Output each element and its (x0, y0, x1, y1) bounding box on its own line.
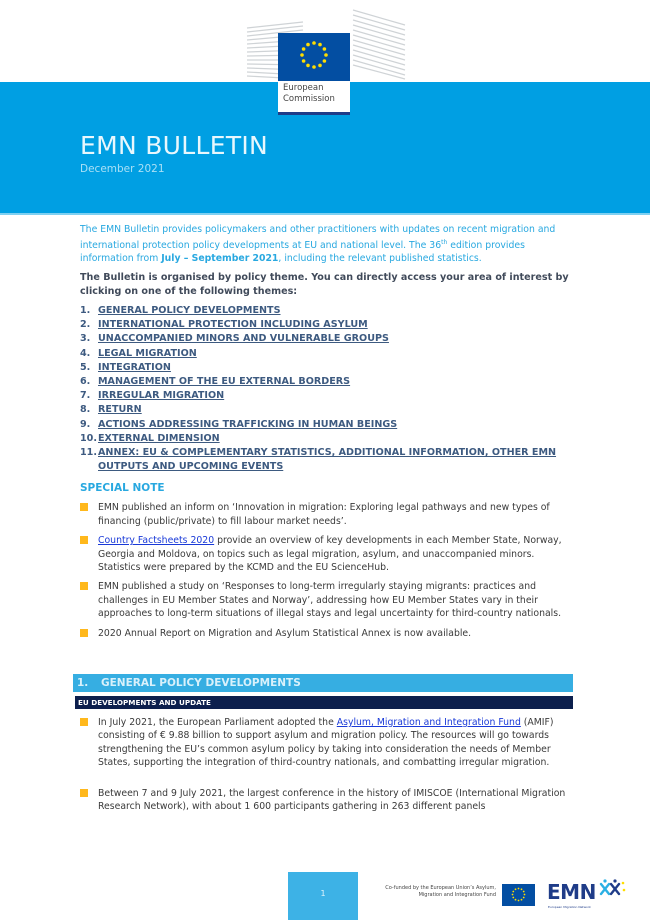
toc-link[interactable]: RETURN (98, 404, 142, 416)
toc-item-6[interactable] (80, 375, 572, 389)
section-bullet-list (80, 716, 572, 830)
emn-people-icon (599, 878, 627, 898)
toc-item-10[interactable] (80, 432, 572, 446)
eu-flag-small-icon (502, 884, 535, 906)
bullet-square-icon (80, 503, 88, 511)
intro-superscript: th (441, 239, 448, 246)
list-item (80, 534, 572, 574)
section-heading-bar (73, 674, 573, 692)
toc-link[interactable]: LEGAL MIGRATION (98, 347, 197, 359)
toc-number: 8. (80, 404, 91, 416)
toc-number: 11. (80, 446, 97, 458)
toc-item-7[interactable] (80, 389, 572, 403)
toc-item-1[interactable] (80, 304, 572, 318)
bullet-square-icon (80, 536, 88, 544)
list-item (80, 580, 572, 620)
toc-number: 9. (80, 418, 91, 430)
list-item-text: 2020 Annual Report on Migration and Asylum Statistical Annex is now available. (98, 627, 472, 639)
toc-number: 5. (80, 361, 91, 373)
toc-item-2[interactable] (80, 318, 572, 332)
amif-link[interactable]: Asylum, Migration and Integration Fund (336, 717, 521, 728)
cofund-line1: Co-funded by the European Union’s Asylum, (385, 885, 496, 891)
toc-link[interactable]: INTERNATIONAL PROTECTION INCLUDING ASYLUM (98, 319, 368, 331)
list-item (80, 716, 572, 770)
subsection-heading-bar: EU DEVELOPMENTS AND UPDATE (75, 696, 573, 709)
toc-number: 10. (80, 432, 97, 444)
special-note-list (80, 501, 572, 640)
toc-number: 2. (80, 319, 91, 331)
bullet-square-icon (80, 718, 88, 726)
list-item-text: (AMIF) consisting of € 9.88 billion to support asylum and migration policy. The resources will go towards strengthening the EU’s common asylum policy by taking into consideration the needs of Member States, supporting the integration of third-country nationals, and combatting irregular migration. (98, 717, 554, 769)
ec-logo-line1: European (283, 83, 324, 93)
emn-logo-text: EMN (547, 880, 596, 904)
list-item (80, 627, 572, 640)
toc-link[interactable]: MANAGEMENT OF THE EU EXTERNAL BORDERS (98, 375, 351, 387)
cofunding-statement (368, 885, 496, 899)
bullet-square-icon (80, 629, 88, 637)
toc-link[interactable]: ACTIONS ADDRESSING TRAFFICKING IN HUMAN BEINGS (98, 418, 398, 430)
toc-link[interactable]: GENERAL POLICY DEVELOPMENTS (98, 304, 281, 316)
page-number: 1 (288, 872, 358, 920)
section-title: GENERAL POLICY DEVELOPMENTS (101, 677, 301, 689)
ec-logo-line2: Commission (283, 93, 335, 104)
cofund-line2: Migration and Integration Fund (418, 892, 496, 898)
list-item-text: Between 7 and 9 July 2021, the largest conference in the history of IMISCOE (International Migration Research Network), with about 1 600 participants gathering in 263 different panels (98, 787, 566, 813)
emn-logo (547, 878, 627, 910)
toc-number: 6. (80, 375, 91, 387)
toc-link[interactable]: INTEGRATION (98, 361, 171, 373)
bulletin-date: December 2021 (80, 163, 165, 175)
intro-text-1: The EMN Bulletin provides policymakers and other practitioners with updates on recent migration and international protection policy developments at EU and national level. The 36 (80, 224, 556, 252)
toc-item-3[interactable] (80, 332, 572, 346)
country-factsheets-link[interactable]: Country Factsheets 2020 (98, 535, 215, 547)
main-content (80, 223, 572, 646)
toc-number: 4. (80, 347, 91, 359)
toc-number: 3. (80, 333, 91, 345)
toc-link[interactable]: ANNEX: EU & COMPLEMENTARY STATISTICS, ADDITIONAL INFORMATION, OTHER EMN OUTPUTS AND UPCOMING EVENTS (98, 446, 557, 473)
ec-logo-text (283, 83, 335, 104)
intro-text-3: , including the relevant published statistics. (278, 253, 482, 265)
bullet-square-icon (80, 789, 88, 797)
list-item-text: In July 2021, the European Parliament adopted the (98, 717, 337, 728)
theme-instructions: The Bulletin is organised by policy theme. You can directly access your area of interest by clicking on one of the following themes: (80, 272, 569, 297)
list-item-text: provide an overview of key developments in each Member State, Norway, Georgia and Moldova, on topics such as legal migration, asylum, and unaccompanied minors. Statistics were prepared by the KCMD and the EU ScienceHub. (98, 535, 562, 573)
toc-link[interactable]: EXTERNAL DIMENSION (98, 432, 220, 444)
toc-link[interactable]: UNACCOMPANIED MINORS AND VULNERABLE GROUPS (98, 333, 389, 345)
eu-flag-icon (278, 33, 350, 81)
special-note-heading: SPECIAL NOTE (80, 482, 165, 495)
intro-paragraph (80, 223, 572, 265)
toc-item-11[interactable] (80, 446, 572, 474)
european-commission-logo (278, 33, 350, 115)
emn-logo-subtext: European Migration Network (548, 905, 591, 909)
toc-number: 1. (80, 304, 91, 316)
intro-period: July – September 2021 (161, 253, 279, 265)
intro-text-2: edition provides information from (80, 240, 525, 265)
toc-item-5[interactable] (80, 361, 572, 375)
table-of-contents (80, 304, 572, 474)
list-item (80, 501, 572, 528)
toc-item-4[interactable] (80, 347, 572, 361)
bullet-square-icon (80, 582, 88, 590)
section-number: 1. (77, 677, 89, 689)
toc-link[interactable]: IRREGULAR MIGRATION (98, 390, 225, 402)
list-item-text: EMN published an inform on ‘Innovation in migration: Exploring legal pathways and new types of financing (public/private) to fill labour market needs’. (98, 502, 550, 527)
toc-number: 7. (80, 390, 91, 402)
ec-logo-underline (278, 112, 350, 115)
toc-item-8[interactable] (80, 403, 572, 417)
list-item (80, 787, 572, 814)
banner-divider (0, 213, 650, 215)
toc-item-9[interactable] (80, 418, 572, 432)
list-item-text: EMN published a study on ‘Responses to long-term irregularly staying migrants: practices and challenges in EU Member States and Norway’, addressing how EU Member States vary in their approaches to long-term situations of illegal stays and legal uncertainty for third-country nationals. (98, 581, 562, 620)
page-title: EMN BULLETIN (80, 131, 269, 160)
